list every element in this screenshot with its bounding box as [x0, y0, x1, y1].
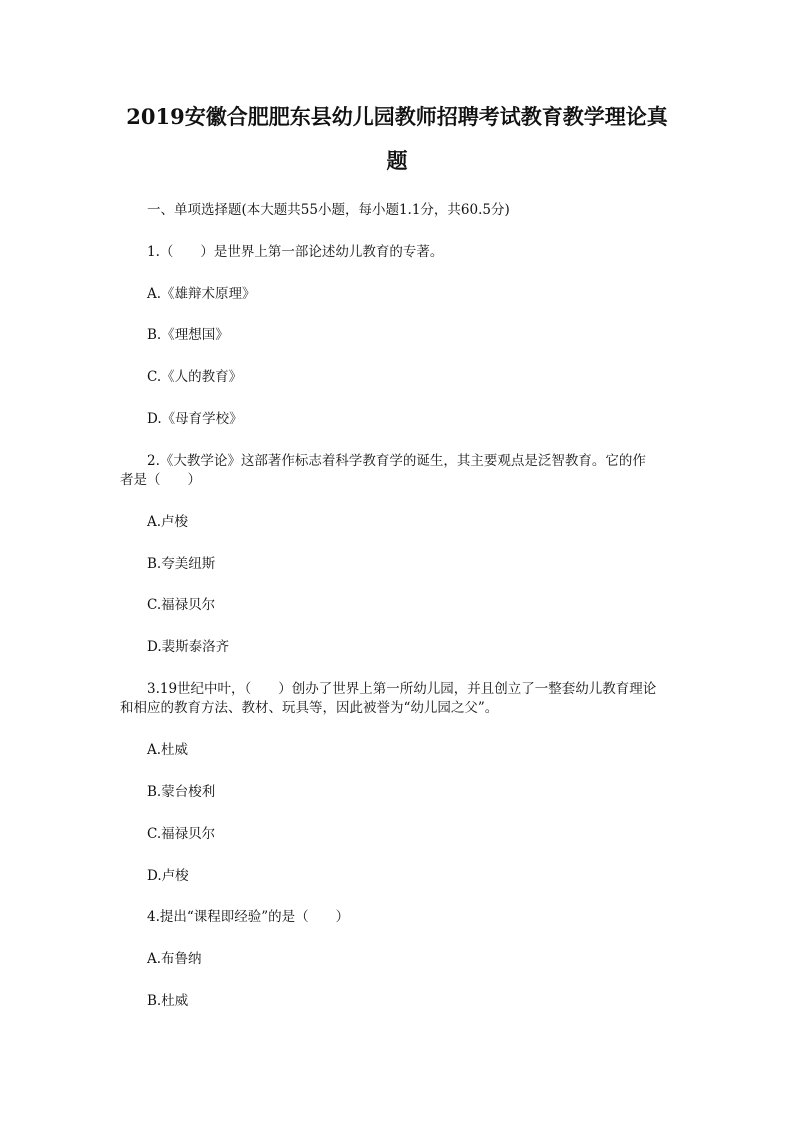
question-1-option-a: A.《雄辩术原理》 — [147, 286, 256, 302]
question-4-option-a: A.布鲁纳 — [147, 951, 202, 967]
question-1-option-b: B.《理想国》 — [147, 327, 229, 343]
question-1-stem: 1.（ ）是世界上第一部论述幼儿教育的专著。 — [147, 244, 444, 260]
question-2-option-c: C.福禄贝尔 — [147, 597, 216, 613]
document-title-line-1: 2019安徽合肥肥东县幼儿园教师招聘考试教育教学理论真 — [126, 104, 668, 129]
question-1-option-c: C.《人的教育》 — [147, 369, 243, 385]
question-3-option-c: C.福禄贝尔 — [147, 826, 216, 842]
question-2-stem-line-2: 者是（ ） — [120, 472, 201, 488]
question-2-option-b: B.夸美纽斯 — [147, 556, 216, 572]
document-title-line-2: 题 — [386, 148, 408, 173]
question-3-stem-line-1: 3.19世纪中叶，（ ）创办了世界上第一所幼儿园，并且创立了一整套幼儿教育理论 — [147, 681, 657, 697]
question-1-option-d: D.《母育学校》 — [147, 411, 243, 427]
question-4-option-b: B.杜威 — [147, 993, 189, 1009]
question-3-option-a: A.杜威 — [147, 742, 189, 758]
question-2-option-a: A.卢梭 — [147, 514, 189, 530]
section-heading: 一、单项选择题(本大题共55小题，每小题1.1分，共60.5分) — [147, 202, 510, 218]
question-3-stem-line-2: 和相应的教育方法、教材、玩具等，因此被誉为“幼儿园之父”。 — [120, 700, 499, 716]
question-2-option-d: D.裴斯泰洛齐 — [147, 639, 230, 655]
question-2-stem-line-1: 2.《大教学论》这部著作标志着科学教育学的诞生，其主要观点是泛智教育。它的作 — [147, 453, 646, 469]
question-3-option-b: B.蒙台梭利 — [147, 784, 216, 800]
question-3-option-d: D.卢梭 — [147, 868, 189, 884]
question-4-stem: 4.提出“课程即经验”的是（ ） — [147, 909, 350, 925]
